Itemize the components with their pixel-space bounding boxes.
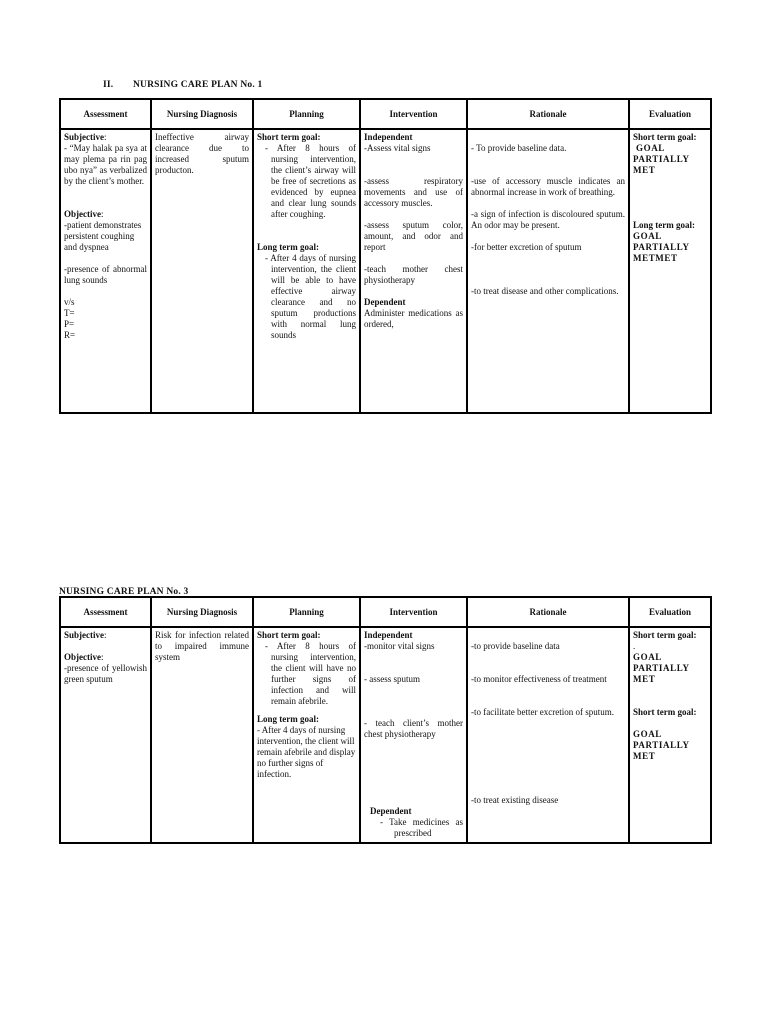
eval-short-term-label: Short term goal: (633, 132, 697, 142)
rationale-2: -use of accessory muscle indicates an abnormal increase in work of breathing. (471, 176, 625, 197)
eval-short-term-label: Short term goal: (633, 630, 697, 640)
intervention-2: -assess respiratory movements and use of accessory muscles. (364, 176, 463, 208)
short-term-goal-label: Short term goal: (257, 132, 321, 142)
table-row (60, 129, 711, 413)
long-term-goal-label: Long term goal: (257, 714, 319, 724)
eval-long-result-3: METMET (633, 253, 678, 263)
eval-long-result-2: PARTIALLY (633, 242, 690, 252)
long-term-goal-label: Long term goal: (257, 242, 319, 252)
header-row (60, 99, 711, 129)
eval-short-result-1: GOAL (636, 143, 665, 153)
dependent-label: Dependent (364, 297, 406, 307)
eval-short-result-2: PARTIALLY (633, 154, 690, 164)
rationale-cell (467, 627, 629, 843)
intervention-1: -Assess vital signs (364, 143, 431, 153)
intervention-3: - teach client’s mother chest physiotherapy (364, 718, 463, 739)
header-row (60, 597, 711, 627)
long-term-goal-text: - After 4 days of nursing intervention, the client will be able to have effective airway clearance and no sputum productions with normal lung sounds (265, 253, 356, 340)
long-term-goal-text: - After 4 days of nursing intervention, the client will remain afebrile and display no further signs of infection. (257, 725, 356, 779)
rationale-5: -to treat disease and other complications. (471, 286, 619, 296)
diagnosis-text: Ineffective airway clearance due to increased sputum producton. (155, 132, 249, 175)
rationale-4: -to treat existing disease (471, 795, 559, 805)
objective-text-1: -presence of yellowish green sputum (64, 663, 147, 684)
header-evaluation: Evaluation (629, 597, 711, 627)
header-planning: Planning (253, 597, 360, 627)
table-row (60, 627, 711, 843)
vital-t: T= (64, 308, 75, 318)
intervention-2: - assess sputum (364, 674, 420, 684)
header-assessment: Assessment (60, 597, 151, 627)
header-rationale: Rationale (467, 99, 629, 129)
evaluation-cell (629, 627, 711, 843)
rationale-3: -to facilitate better excretion of sputum. (471, 707, 614, 717)
header-intervention: Intervention (360, 597, 467, 627)
eval-long-term-label: Long term goal: (633, 220, 695, 230)
eval-short-term-label-2: Short term goal: (633, 707, 697, 717)
objective-text-1: -patient demonstrates persistent coughing and dyspnea (64, 220, 142, 252)
rationale-3: -a sign of infection is discoloured sputum. An odor may be present. (471, 209, 625, 230)
intervention-4: -teach mother chest physiotherapy (364, 264, 463, 285)
diagnosis-cell (151, 129, 253, 413)
dependent-1: Administer medications as ordered, (364, 308, 463, 329)
care-plan-3-table (59, 596, 712, 844)
eval-long-result-1: GOAL (633, 231, 662, 241)
subjective-label: Subjective (64, 132, 104, 142)
header-intervention: Intervention (360, 99, 467, 129)
header-rationale: Rationale (467, 597, 629, 627)
care-plan-1-table (59, 98, 712, 414)
header-evaluation: Evaluation (629, 99, 711, 129)
eval-short2-result-3: MET (633, 751, 656, 761)
header-assessment: Assessment (60, 99, 151, 129)
eval-short-result-3: MET (633, 165, 656, 175)
short-term-goal-label: Short term goal: (257, 630, 321, 640)
objective-text-2: -presence of abnormal lung sounds (64, 264, 147, 285)
rationale-1: -to provide baseline data (471, 641, 560, 651)
short-term-goal-text: - After 8 hours of nursing intervention, the client’s airway will be free of secretions as evidenced by eupnea and clear lung sounds after coughing. (265, 143, 356, 219)
header-nursing-diagnosis: Nursing Diagnosis (151, 597, 253, 627)
assessment-cell: Subjective: Objective: -presence of yellowish green sputum (60, 627, 151, 843)
planning-cell (253, 627, 360, 843)
rationale-2: -to monitor effectiveness of treatment (471, 674, 607, 684)
eval-short-result-2: PARTIALLY (633, 663, 690, 673)
objective-label: Objective (64, 209, 101, 219)
eval-dot: . (633, 641, 636, 651)
independent-label: Independent (364, 132, 413, 142)
independent-label: Independent (364, 630, 413, 640)
header-planning: Planning (253, 99, 360, 129)
rationale-cell (467, 129, 629, 413)
intervention-cell (360, 627, 467, 843)
dependent-label: Dependent (370, 806, 412, 816)
eval-short-result-1: GOAL (633, 652, 662, 662)
rationale-1: - To provide baseline data. (471, 143, 567, 153)
diagnosis-text: Risk for infection related to impaired immune system (155, 630, 249, 662)
eval-short2-result-1: GOAL (633, 729, 662, 739)
rationale-4: -for better excretion of sputum (471, 242, 582, 252)
subjective-label: Subjective (64, 630, 104, 640)
eval-short-result-3: MET (633, 674, 656, 684)
subjective-text: - “May halak pa sya at may plema pa rin pag ubo nya” as verbalized by the client’s mother. (64, 143, 147, 186)
intervention-cell (360, 129, 467, 413)
intervention-3: -assess sputum color, amount, and odor and report (364, 220, 463, 252)
assessment-cell: Subjective: - “May halak pa sya at may plema pa rin pag ubo nya” as verbalized by the client’s mother. Objective: -patient demonstrates persistent coughing and dyspnea -presence of abnormal lung sounds v/s T= P= R= (60, 129, 151, 413)
short-term-goal-text: - After 8 hours of nursing intervention, the client will have no further signs of infection and will remain afebrile. (265, 641, 356, 706)
planning-cell (253, 129, 360, 413)
dependent-1: - Take medicines as prescribed (380, 817, 463, 838)
header-nursing-diagnosis: Nursing Diagnosis (151, 99, 253, 129)
plan1-heading-title: NURSING CARE PLAN No. 1 (133, 80, 263, 90)
diagnosis-cell (151, 627, 253, 843)
vital-r: R= (64, 330, 76, 340)
evaluation-cell (629, 129, 711, 413)
plan3-heading: NURSING CARE PLAN No. 3 (59, 587, 189, 597)
vital-p: P= (64, 319, 75, 329)
objective-label: Objective (64, 652, 101, 662)
plan1-heading (103, 80, 262, 91)
vital-signs-label: v/s (64, 297, 75, 307)
plan1-heading-number: II. (103, 80, 114, 90)
intervention-1: -monitor vital signs (364, 641, 435, 651)
eval-short2-result-2: PARTIALLY (633, 740, 690, 750)
